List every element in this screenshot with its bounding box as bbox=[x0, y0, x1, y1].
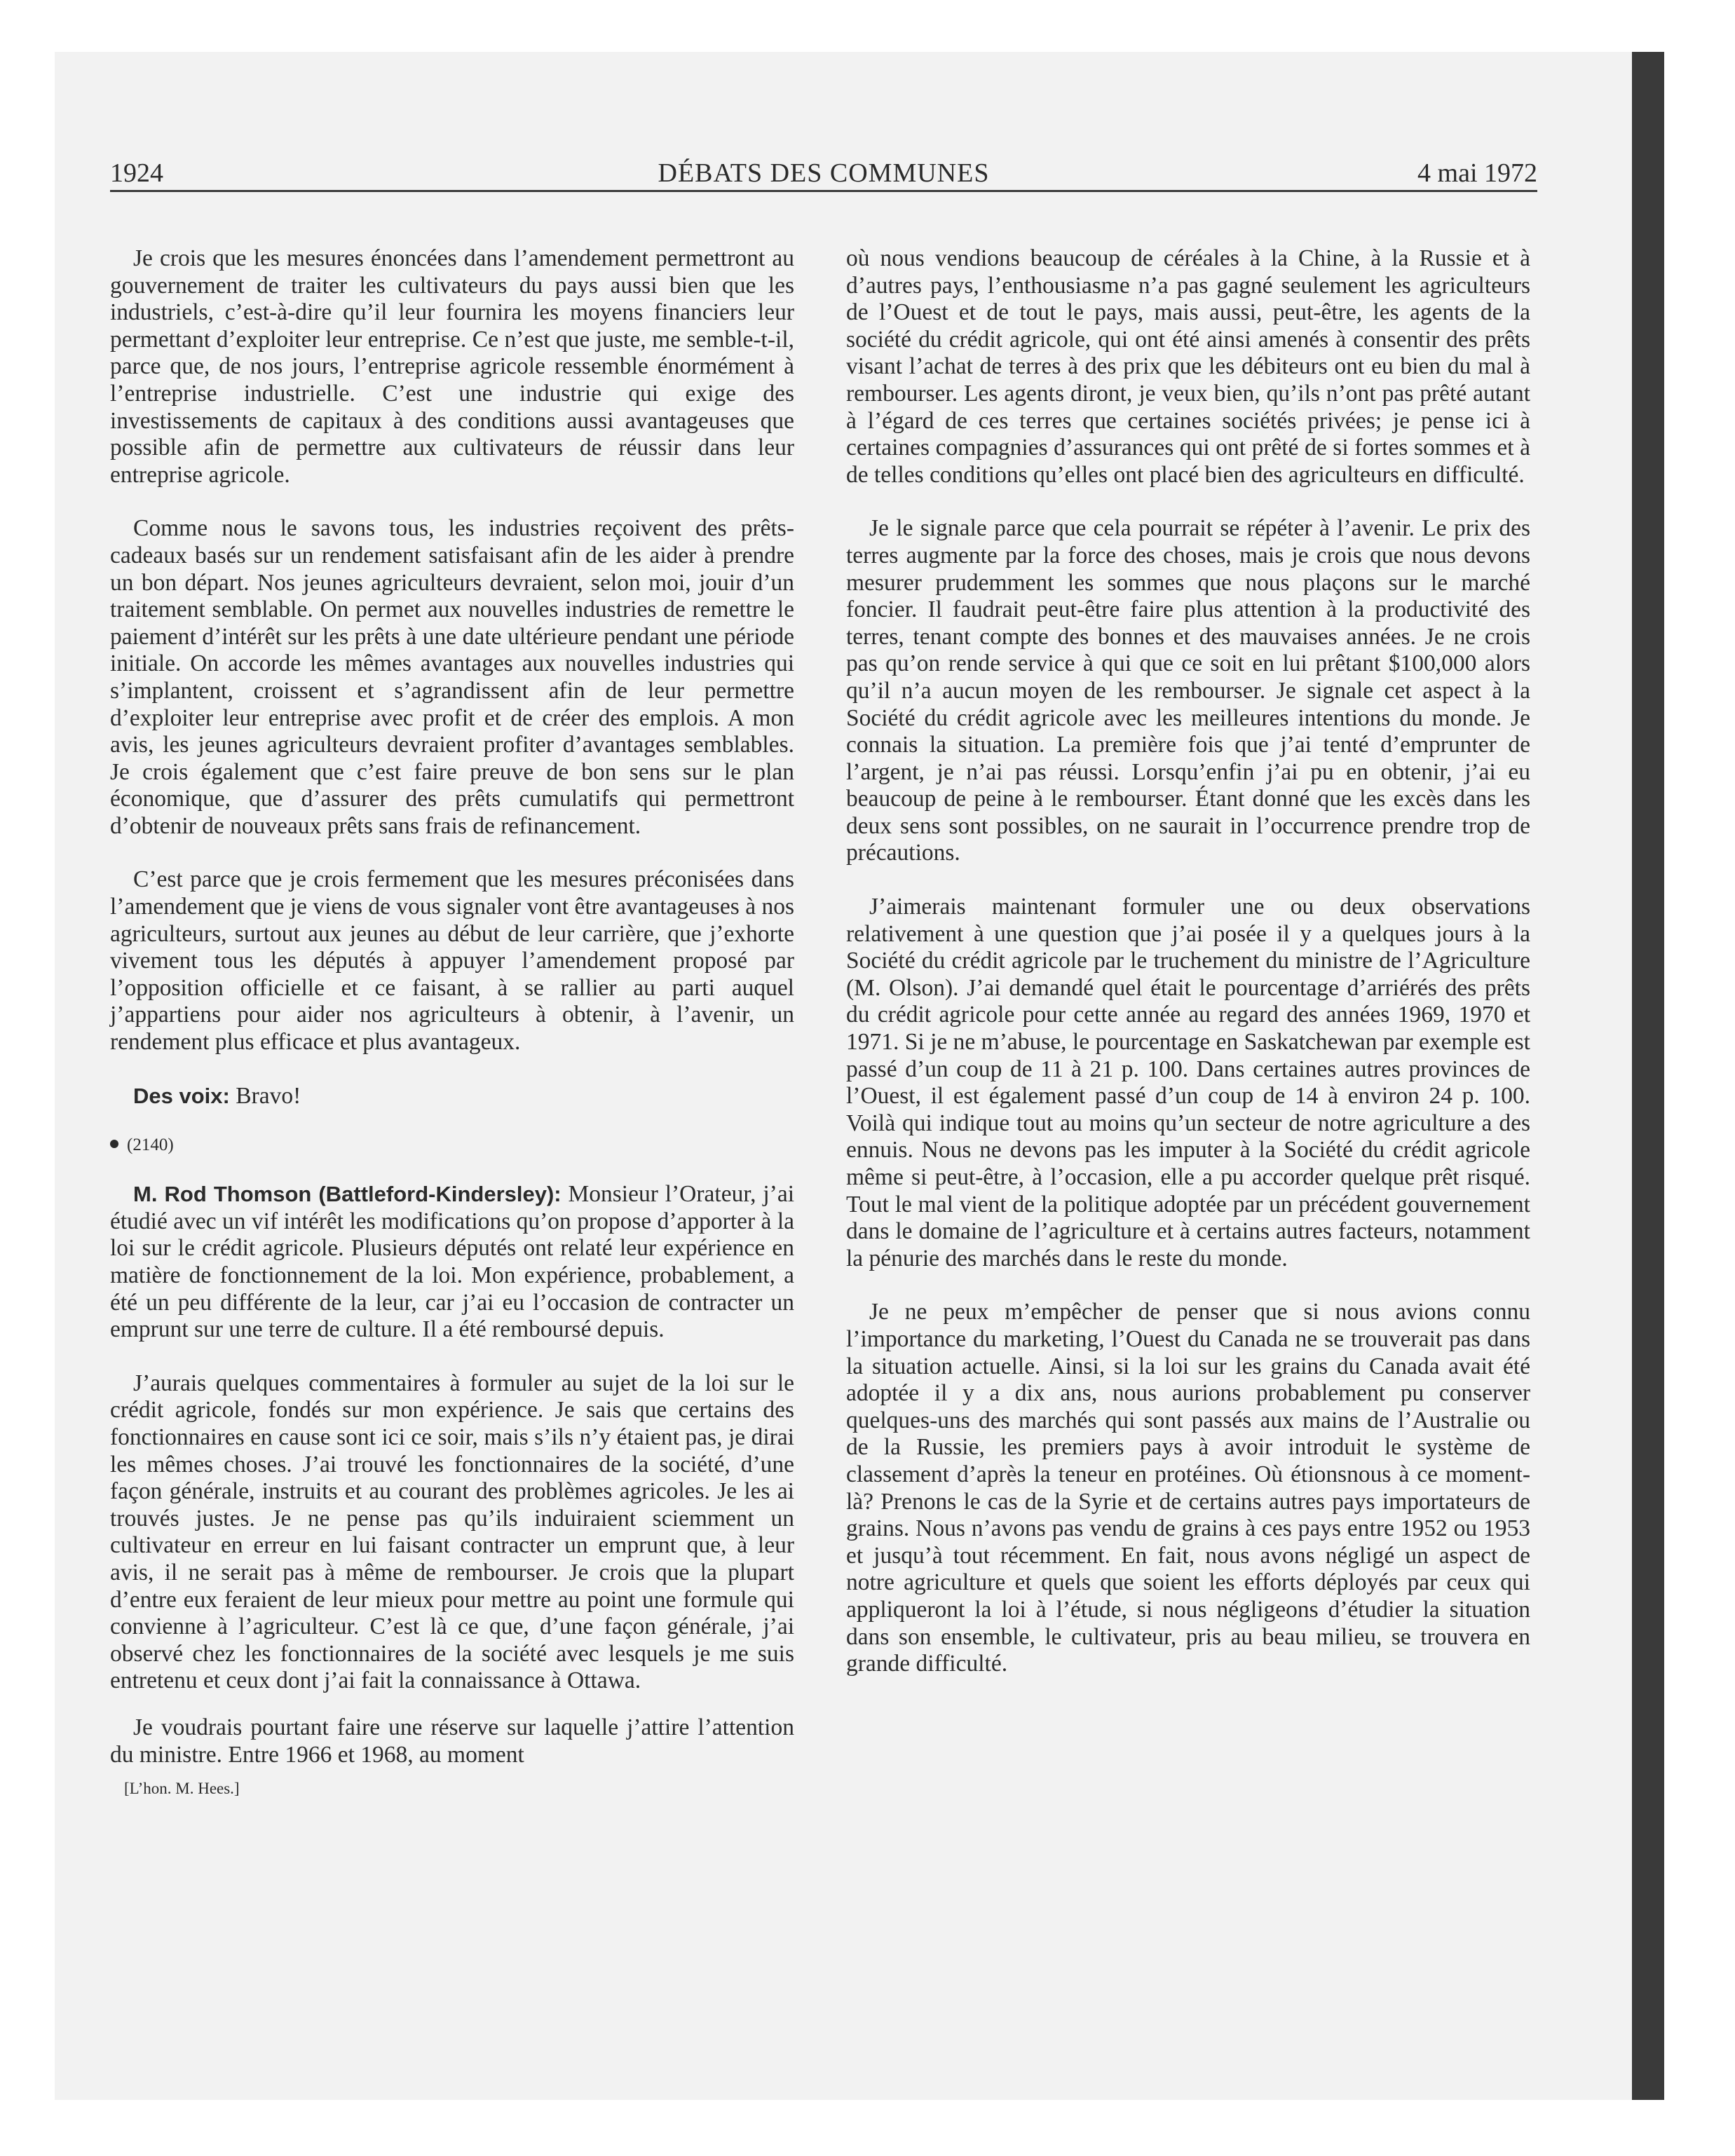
page-number: 1924 bbox=[110, 158, 163, 188]
right-column bbox=[846, 245, 1530, 1678]
paragraph: où nous vendions beaucoup de céréales à la Chine, à la Russie et à d’autres pays, l’enthousiasme n’a pas gagné seulement les agriculteurs de l’Ouest et de tout le pays, mais aussi, peut-être, les agents de la société du crédit agricole, qui ont été ainsi amenés à consentir des prêts visant l’achat de terres à des prix que les débiteurs ont eu bien du mal à rembourser. Les agents diront, je veux bien, qu’ils n’ont pas prêté autant à l’égard de ces terres que certaines sociétés privées; je pense ici à certaines compagnies d’assurances qui ont prêté de si fortes sommes et à de telles conditions qu’elles ont placé bien des agriculteurs en difficulté. bbox=[846, 245, 1530, 488]
paragraph: C’est parce que je crois fermement que les mesures préconisées dans l’amendement que je viens de vous signaler vont être avantageuses à nos agriculteurs, surtout aux jeunes au début de leur carrière, que j’exhorte vivement tous les députés à appuyer l’amendement proposé par l’opposition officielle et ce faisant, à se rallier au parti auquel j’appartiens pour aider nos agriculteurs à obtenir, à l’avenir, un rendement plus efficace et plus avantageux. bbox=[110, 866, 794, 1056]
paragraph: J’aurais quelques commentaires à formuler au sujet de la loi sur le crédit agricole, fondés sur mon expérience. Je sais que certains des fonctionnaires en cause sont ici ce soir, mais s’ils n’y étaient pas, je dirai les mêmes choses. J’ai trouvé les fonctionnaires de la société, d’une façon générale, instruits et au courant des problèmes agricoles. Je les ai trouvés justes. Je ne pense pas qu’ils induiraient sciemment un cultivateur en erreur en lui faisant contracter un emprunt que, à leur avis, il ne serait pas à même de rembourser. Je crois que la plupart d’entre eux feraient de leur mieux pour mettre au point une formule qui convienne à l’agriculteur. C’est là ce que, d’une façon générale, j’ai observé chez les fonctionnaires de la société avec lesquels je me suis entretenu et ceux dont j’ai fait la connaissance à Ottawa. bbox=[110, 1370, 794, 1694]
paragraph: Comme nous le savons tous, les industries reçoivent des prêts-cadeaux basés sur un rendement satisfaisant afin de les aider à prendre un bon départ. Nos jeunes agriculteurs devraient, selon moi, jouir d’un traitement semblable. On permet aux nouvelles industries de remettre le paiement d’intérêt sur les prêts à une date ultérieure pendant une période initiale. On accorde les mêmes avantages aux nouvelles industries qui s’implantent, croissent et s’agrandissent afin de leur permettre d’exploiter leur entreprise avec profit et de créer des emplois. A mon avis, les jeunes agriculteurs devraient profiter d’avantages semblables. Je crois également que c’est faire preuve de bon sens sur le plan économique, que d’assurer des prêts cumulatifs qui permettront d’obtenir de nouveaux prêts sans frais de refinancement. bbox=[110, 515, 794, 839]
page-date: 4 mai 1972 bbox=[1417, 158, 1537, 188]
speech-paragraph bbox=[110, 1181, 794, 1344]
left-column bbox=[110, 245, 794, 1799]
speaker-name: M. Rod Thomson (Battleford-Kindersley): bbox=[133, 1182, 562, 1207]
interjection-text: Bravo! bbox=[236, 1082, 301, 1109]
timestamp bbox=[110, 1135, 794, 1156]
journal-title: DÉBATS DES COMMUNES bbox=[658, 158, 990, 188]
interjection bbox=[110, 1083, 794, 1110]
paragraph: J’aimerais maintenant formuler une ou deux observations relativement à une question que j’ai posée il y a quelques jours à la Société du crédit agricole par le truchement du ministre de l’Agriculture (M. Olson). J’ai demandé quel était le pourcentage d’arriérés des prêts du crédit agricole pour cette année au regard des années 1969, 1970 et 1971. Si je ne m’abuse, le pourcentage en Saskatchewan par exemple est passé d’un coup de 11 à 21 p. 100. Dans certaines autres provinces de l’Ouest, il est également passé d’un coup de 14 à environ 24 p. 100. Voilà qui indique tout au moins qu’un secteur de notre agriculture a des ennuis. Nous ne devons pas les imputer à la Société du crédit agricole même si peut-être, à l’occasion, elle a pu accorder quelque prêt risqué. Tout le mal vient de la politique adoptée par un précédent gouvernement dans le domaine de l’agriculture et à certains autres facteurs, notamment la pénurie des marchés dans le reste du monde. bbox=[846, 894, 1530, 1271]
paragraph: Je voudrais pourtant faire une réserve sur laquelle j’attire l’attention du ministre. Entre 1966 et 1968, au moment bbox=[110, 1714, 794, 1768]
paragraph: Je crois que les mesures énoncées dans l’amendement permettront au gouvernement de traiter les cultivateurs du pays aussi bien que les industriels, c’est-à-dire qu’il leur fournira les moyens financiers leur permettant d’exploiter leur entreprise. Ce n’est que juste, me semble-t-il, parce que, de nos jours, l’entreprise agricole ressemble énormément à l’entreprise industrielle. C’est une industrie qui exige des investissements de capitaux à des conditions aussi avantageuses que possible afin de permettre aux cultivateurs de réussir dans leur entreprise agricole. bbox=[110, 245, 794, 488]
speech-text: Monsieur l’Orateur, j’ai étudié avec un vif intérêt les modifications qu’on propose d’apporter à la loi sur le crédit agricole. Plusieurs députés ont relaté leur expérience en matière de fonctionnement de la loi. Mon expérience, probablement, a été un peu différente de la leur, car j’ai eu l’occasion de contracter un emprunt sur une terre de culture. Il a été remboursé depuis. bbox=[110, 1181, 794, 1343]
paragraph: Je le signale parce que cela pourrait se répéter à l’avenir. Le prix des terres augmente par la force des choses, mais je crois que nous devons mesurer prudemment les sommes que nous plaçons sur le marché foncier. Il faudrait peut-être faire plus attention à la productivité des terres, tenant compte des bonnes et des mauvaises années. Je ne crois pas qu’on rende service à qui que ce soit en lui prêtant $100,000 alors qu’il n’a aucun moyen de les rembourser. Je signale cet aspect à la Société du crédit agricole avec les meilleures intentions du monde. Je connais la situation. La première fois que j’ai tenté d’emprunter de l’argent, je n’ai pas réussi. Lorsqu’enfin j’ai pu en obtenir, j’ai eu beaucoup de peine à le rembourser. Étant donné que les excès dans les deux sens sont possibles, on ne saurait in l’occurrence prendre trop de précautions. bbox=[846, 515, 1530, 866]
paragraph: Je ne peux m’empêcher de penser que si nous avions connu l’importance du marketing, l’Ouest du Canada ne se trouverait pas dans la situation actuelle. Ainsi, si la loi sur les grains du Canada avait été adoptée il y a dix ans, nous aurions probablement pu conserver quelques-uns des marchés qui sont passés aux mains de l’Australie ou de la Russie, les premiers pays à avoir introduit le système de classement d’après la teneur en protéines. Où étionsnous à ce moment-là? Prenons le cas de la Syrie et de certains autres pays importateurs de grains. Nous n’avons pas vendu de grains à ces pays entre 1952 ou 1953 et jusqu’à tout récemment. En fait, nous avons négligé un aspect de notre agriculture et quels que soient les efforts déployés par ceux qui appliqueront la loi à l’étude, si nous négligeons d’étudier la situation dans son ensemble, le cultivateur, pris au beau milieu, se trouvera en grande difficulté. bbox=[846, 1299, 1530, 1677]
running-header bbox=[110, 158, 1537, 192]
speaker-name: Des voix: bbox=[133, 1083, 230, 1108]
timestamp-text: (2140) bbox=[127, 1135, 174, 1155]
footer-note: [L’hon. M. Hees.] bbox=[124, 1780, 240, 1798]
page-edge-shadow bbox=[1632, 52, 1664, 2100]
bullet-icon bbox=[110, 1140, 118, 1148]
